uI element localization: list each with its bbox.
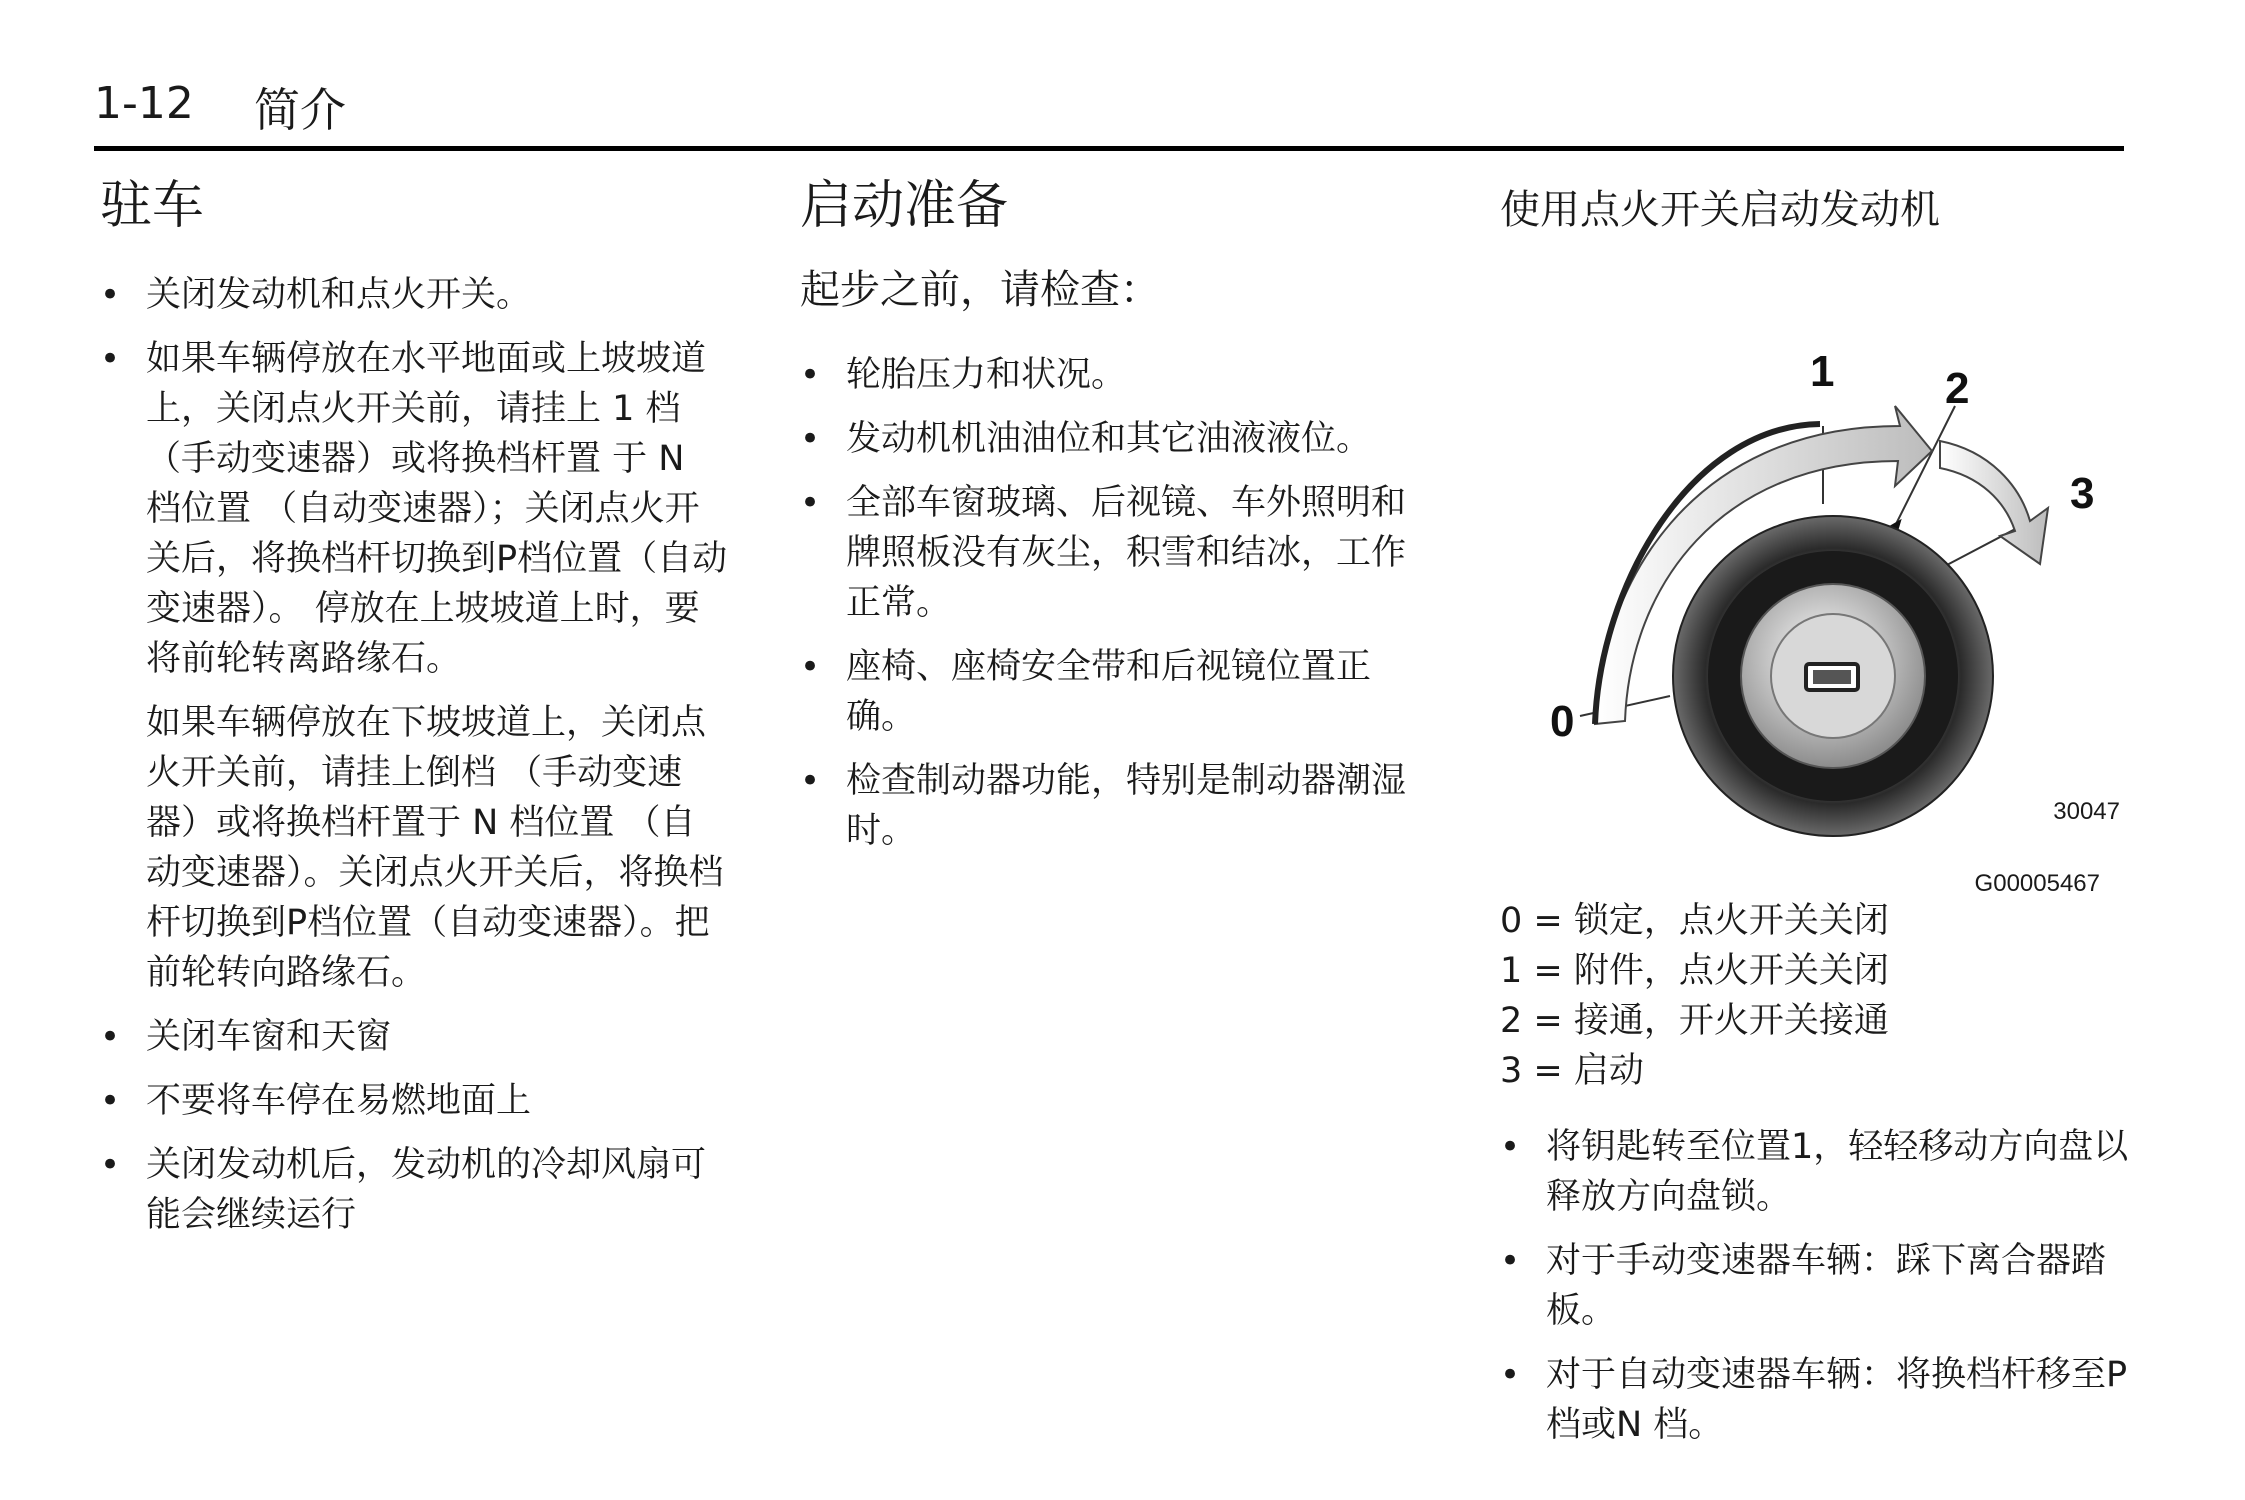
- ignition-switch-illustration: [1500, 246, 2140, 896]
- heading-parking: 驻车: [100, 176, 205, 236]
- label-2: 2: [1945, 364, 1970, 413]
- arc-arrow-2-to-3: [1940, 441, 2048, 564]
- list-item: • 对于手动变速器车辆：踩下离合器踏板。: [1500, 1236, 2140, 1336]
- list-item: • 发动机机油油位和其它油液液位。: [800, 414, 1440, 464]
- list-item: • 不要将车停在易燃地面上: [100, 1076, 730, 1126]
- list-item: • 如果车辆停放在水平地面或上坡坡道 上，关闭点火开关前，请挂上 1 档 （手动变速器）或将换档杆置 于 N 档位置 （自动变速器）；关闭点火开关后，将换档杆切换到P档位置（自动变速器）。 停放在上坡坡道上时，要将前轮转离路缘石。: [100, 334, 730, 684]
- label-0: 0: [1550, 697, 1575, 746]
- figure-code: 30047: [2053, 798, 2120, 825]
- page-number: 1-12: [94, 78, 194, 129]
- legend-item: 1 = 附件，点火开关关闭: [1500, 951, 1889, 991]
- column-start-prep: [800, 170, 1440, 870]
- key-slot-inner: [1813, 670, 1851, 684]
- figure-title: 使用点火开关启动发动机: [1500, 187, 1940, 233]
- legend-item: 3 = 启动: [1500, 1051, 1644, 1091]
- list-item: • 检查制动器功能，特别是制动器潮湿时。: [800, 756, 1440, 856]
- ignition-steps-list: [1500, 1122, 2140, 1450]
- heading-start-prep: 启动准备: [800, 176, 1009, 236]
- label-3: 3: [2070, 469, 2095, 518]
- label-1: 1: [1810, 347, 1835, 396]
- list-item: • 全部车窗玻璃、后视镜、车外照明和牌照板没有灰尘，积雪和结冰，工作正常。: [800, 478, 1440, 628]
- legend-item: 2 = 接通，开火开关接通: [1500, 1001, 1889, 1041]
- list-item: • 将钥匙转至位置1，轻轻移动方向盘以释放方向盘锁。: [1500, 1122, 2140, 1222]
- chapter-title: 简介: [254, 83, 346, 137]
- list-item: • 对于自动变速器车辆：将换档杆移至P 档或N 档。: [1500, 1350, 2140, 1450]
- header-rule: [94, 146, 2124, 151]
- page-header: [94, 70, 2124, 150]
- list-item: • 座椅、座椅安全带和后视镜位置正确。: [800, 642, 1440, 742]
- column-parking: [100, 170, 730, 1254]
- parking-downhill-paragraph: 如果车辆停放在下坡坡道上，关闭点火开关前，请挂上倒档 （手动变速器）或将换档杆置于 N 档位置 （自动变速器）。关闭点火开关后，将换档杆切换到P档位置（自动变速器）。把前轮转向路缘石。: [146, 703, 724, 993]
- figure-id: G00005467: [1974, 870, 2100, 897]
- list-item: • 关闭车窗和天窗: [100, 1012, 730, 1062]
- subheading-check: 起步之前，请检查：: [800, 267, 1160, 313]
- parking-list: [100, 270, 730, 684]
- list-item: • 关闭发动机后，发动机的冷却风扇可能会继续运行: [100, 1140, 730, 1240]
- ignition-switch-figure: [1500, 246, 2140, 896]
- check-list: [800, 350, 1440, 856]
- column-ignition: [1500, 170, 2140, 1464]
- list-item: • 轮胎压力和状况。: [800, 350, 1440, 400]
- parking-list-2: [100, 1012, 730, 1240]
- position-legend: [1500, 896, 2140, 1096]
- legend-item: 0 = 锁定，点火开关关闭: [1500, 901, 1889, 941]
- list-item: • 关闭发动机和点火开关。: [100, 270, 730, 320]
